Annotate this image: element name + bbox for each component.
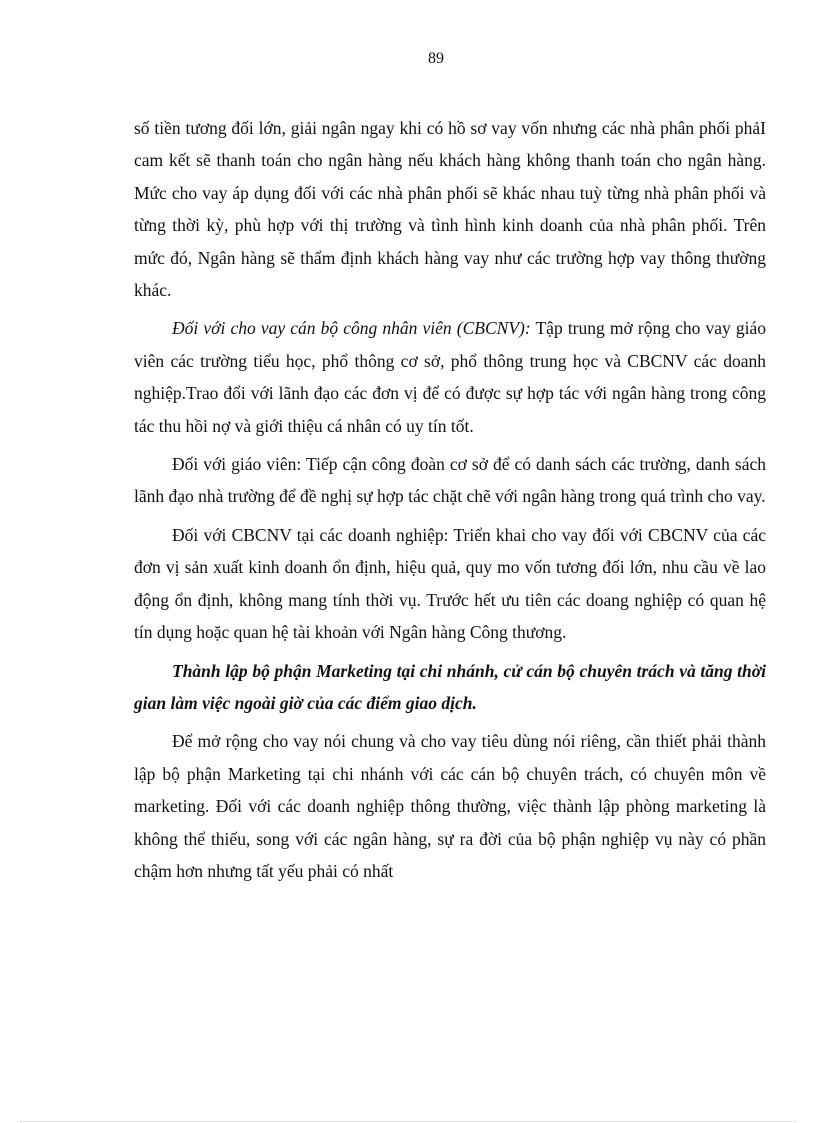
page-number: 89 (428, 50, 444, 67)
paragraph-employee-lending (134, 312, 766, 442)
document-body (134, 112, 766, 893)
paragraph-lead-phrase: Đối với cho vay cán bộ công nhân viên (CBCNV): (172, 318, 531, 339)
paragraph-distributor-lending: số tiền tương đối lớn, giải ngân ngay khi có hồ sơ vay vốn nhưng các nhà phân phối phảI cam kết sẽ thanh toán cho ngân hàng nếu khách hàng không thanh toán cho ngân hàng. Mức cho vay áp dụng đối với các nhà phân phối sẽ khác nhau tuỳ từng nhà phân phối và từng thời kỳ, phù hợp với thị trường và tình hình kinh doanh của nhà phân phối. Trên mức đó, Ngân hàng sẽ thẩm định khách hàng vay như các trường hợp vay thông thường khác. (134, 118, 766, 301)
section-heading-marketing: Thành lập bộ phận Marketing tại chi nhánh, cử cán bộ chuyên trách và tăng thời gian làm việc ngoài giờ của các điểm giao dịch. (134, 660, 766, 713)
paragraph-enterprise-employees: Đối với CBCNV tại các doanh nghiệp: Triển khai cho vay đối với CBCNV của các đơn vị sản xuất kinh doanh ổn định, hiệu quả, quy mo vốn tương đối lớn, nhu cầu về lao động ổn định, không mang tính thời vụ. Trước hết ưu tiên các doang nghiệp có quan hệ tín dụng hoặc quan hệ tài khoản với Ngân hàng Công thương. (134, 524, 766, 643)
paragraph-marketing-department: Để mở rộng cho vay nói chung và cho vay tiêu dùng nói riêng, cần thiết phải thành lập bộ phận Marketing tại chi nhánh với các cán bộ chuyên trách, có chuyên môn về marketing. Đối với các doanh nghiệp thông thường, việc thành lập phòng marketing là không thể thiếu, song với các ngân hàng, sự ra đời của bộ phận nghiệp vụ này có phần chậm hơn nhưng tất yếu phải có nhất (134, 731, 766, 881)
paragraph-body-text: Tập trung mở rộng cho vay giáo viên các trường tiểu học, phổ thông cơ sở, phổ thông trung học và CBCNV các doanh nghiệp.Trao đổi với lãnh đạo các đơn vị để có được sự hợp tác với ngân hàng trong công tác thu hồi nợ và giới thiệu cá nhân có uy tín tốt. (134, 318, 766, 436)
paragraph-teachers: Đối với giáo viên: Tiếp cận công đoàn cơ sở để có danh sách các trường, danh sách lãnh đạo nhà trường để đề nghị sự hợp tác chặt chẽ với ngân hàng trong quá trình cho vay. (134, 454, 766, 507)
page-bottom-divider (20, 1121, 796, 1122)
